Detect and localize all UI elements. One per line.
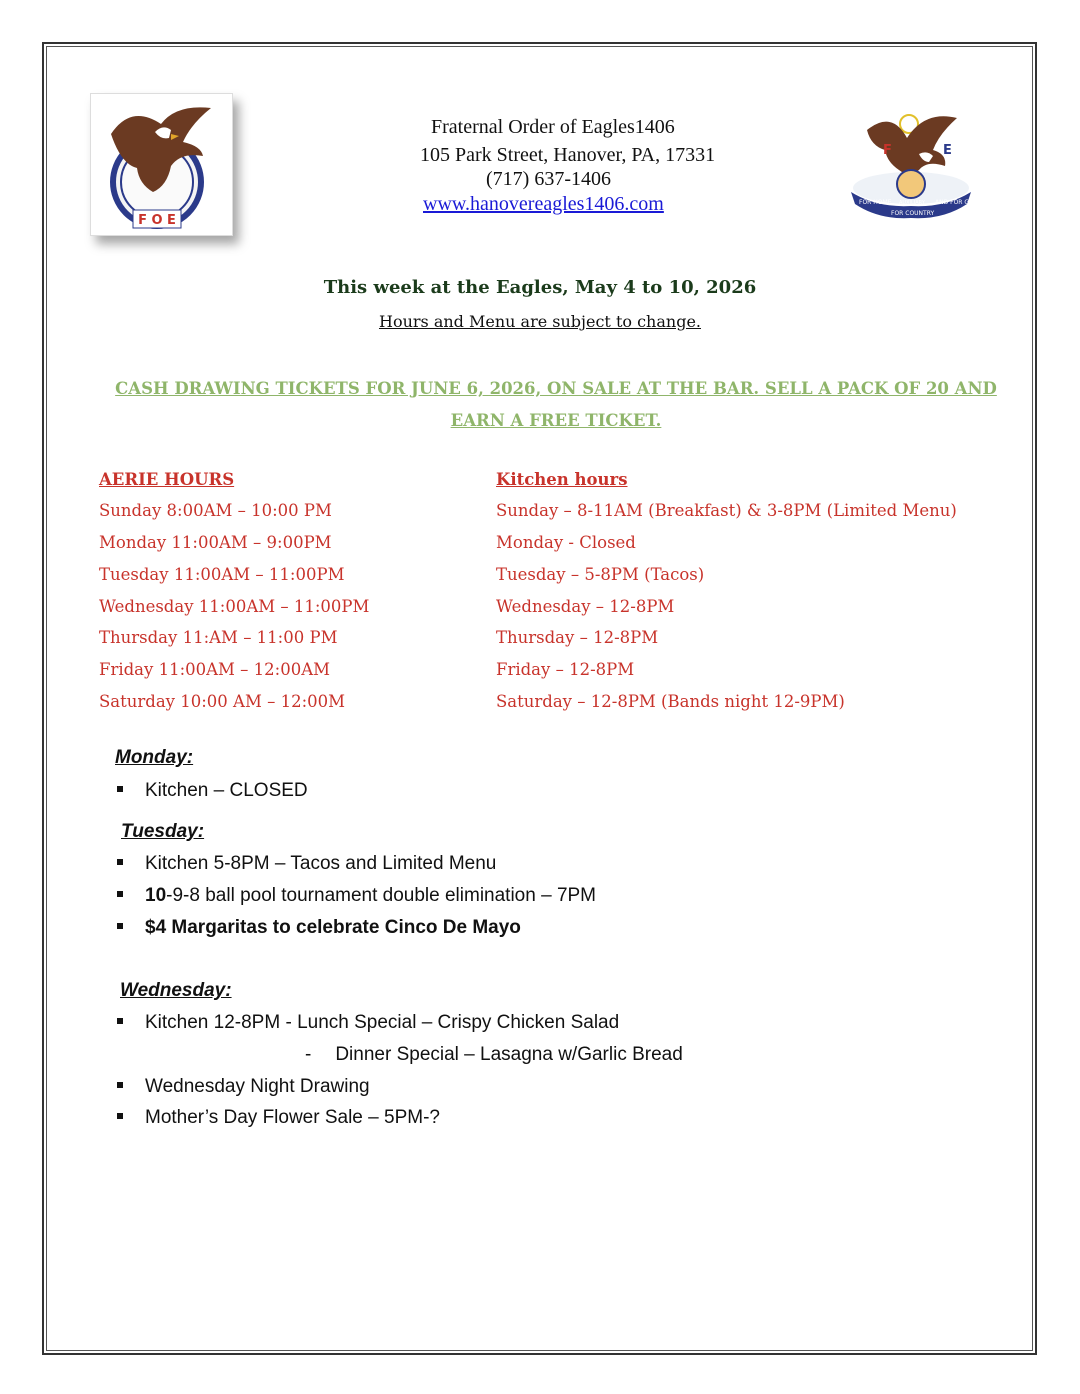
- website-link[interactable]: www.hanovereagles1406.com: [423, 193, 664, 215]
- ribbon-bottom-text: FOR COUNTRY: [891, 210, 935, 217]
- kitchen-hours-row: Monday - Closed: [496, 533, 636, 552]
- wednesday-heading: Wednesday:: [120, 980, 232, 1001]
- kitchen-hours-row: Saturday – 12-8PM (Bands night 12-9PM): [496, 692, 845, 711]
- aerie-hours-row: Wednesday 11:00AM – 11:00PM: [99, 597, 370, 616]
- cash-drawing-line-2: EARN A FREE TICKET.: [450, 411, 662, 430]
- wednesday-item-1: Kitchen 12-8PM - Lunch Special – Crispy Chicken Salad: [145, 1012, 620, 1033]
- aerie-hours-row: Saturday 10:00 AM – 12:00M: [99, 692, 346, 711]
- foe-auxiliary-logo-right: [847, 110, 977, 230]
- aerie-hours-row: Tuesday 11:00AM – 11:00PM: [99, 565, 345, 584]
- eagle-emblem-icon: [91, 94, 232, 235]
- cash-drawing-notice: [100, 373, 1012, 437]
- right-logo-letter-e: E: [943, 143, 952, 158]
- aerie-hours-row: Monday 11:00AM – 9:00PM: [99, 533, 332, 552]
- ribbon-right-text: AND FOR GOD: [935, 199, 977, 206]
- tuesday-heading: Tuesday:: [121, 821, 205, 842]
- org-phone: (717) 637-1406: [486, 168, 611, 190]
- bullet-icon: [117, 923, 123, 929]
- bullet-icon: [117, 1018, 123, 1024]
- aerie-hours-row: Thursday 11:AM – 11:00 PM: [99, 628, 338, 647]
- bullet-icon: [117, 891, 123, 897]
- list-item: [117, 1107, 440, 1129]
- sub-item-dash: -: [305, 1044, 312, 1065]
- kitchen-hours-row: Friday – 12-8PM: [496, 660, 635, 679]
- tuesday-item-1: Kitchen 5-8PM – Tacos and Limited Menu: [145, 853, 497, 874]
- list-item: [117, 853, 496, 875]
- left-logo-letters: F O E: [138, 213, 176, 228]
- list-item: [117, 1012, 619, 1034]
- bullet-icon: [117, 786, 123, 792]
- kitchen-hours-row: Wednesday – 12-8PM: [496, 597, 675, 616]
- monday-heading: Monday:: [115, 747, 194, 768]
- aerie-hours-row: Friday 11:00AM – 12:00AM: [99, 660, 331, 679]
- aerie-hours-row: Sunday 8:00AM – 10:00 PM: [99, 501, 332, 520]
- monday-item: Kitchen – CLOSED: [145, 780, 308, 801]
- kitchen-hours-section: [496, 470, 1016, 720]
- cash-drawing-line-1: CASH DRAWING TICKETS FOR JUNE 6, 2026, ON SALE AT THE BAR. SELL A PACK OF 20 AND: [115, 379, 997, 398]
- list-item: [117, 1076, 370, 1098]
- org-address: 105 Park Street, Hanover, PA, 17331: [420, 144, 716, 166]
- bullet-icon: [117, 1082, 123, 1088]
- page-subtitle: Hours and Menu are subject to change.: [378, 312, 701, 331]
- ribbon-left-text: FOR HOME: [859, 199, 892, 206]
- tuesday-item-2: -9-8 ball pool tournament double elimination – 7PM: [166, 885, 597, 906]
- wednesday-item-3: Mother’s Day Flower Sale – 5PM-?: [145, 1107, 440, 1128]
- kitchen-hours-heading: Kitchen hours: [496, 470, 628, 489]
- wednesday-item-2: Wednesday Night Drawing: [145, 1076, 370, 1097]
- tuesday-item-3: $4 Margaritas to celebrate Cinco De Mayo: [145, 917, 521, 938]
- aerie-hours-section: [99, 470, 489, 720]
- ribbon-center-text: AUXILIARY: [899, 200, 925, 206]
- page-title: This week at the Eagles, May 4 to 10, 2026: [323, 277, 757, 298]
- auxiliary-emblem-icon: [847, 110, 977, 230]
- right-logo-letter-f: F: [883, 143, 892, 158]
- kitchen-hours-row: Sunday – 8-11AM (Breakfast) & 3-8PM (Limited Menu): [496, 501, 957, 520]
- kitchen-hours-row: Tuesday – 5-8PM (Tacos): [496, 565, 705, 584]
- aerie-hours-heading: AERIE HOURS: [99, 470, 235, 489]
- org-name: Fraternal Order of Eagles1406: [431, 116, 675, 138]
- list-item: [117, 780, 308, 802]
- tuesday-item-2-bold: 10: [145, 885, 167, 906]
- bullet-icon: [117, 1113, 123, 1119]
- list-item: [305, 1044, 683, 1066]
- bullet-icon: [117, 859, 123, 865]
- list-item: [117, 885, 596, 907]
- list-item: [117, 917, 521, 939]
- wednesday-sub-item: Dinner Special – Lasagna w/Garlic Bread: [335, 1044, 683, 1065]
- foe-logo-left: [90, 93, 233, 236]
- kitchen-hours-row: Thursday – 12-8PM: [496, 628, 659, 647]
